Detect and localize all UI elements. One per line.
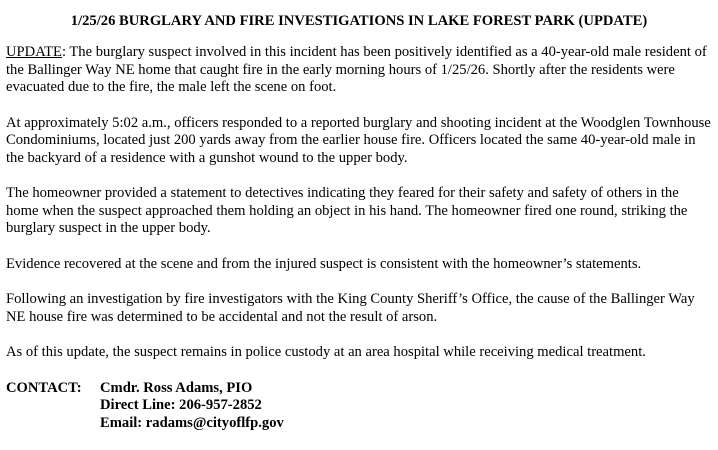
document-title: 1/25/26 BURGLARY AND FIRE INVESTIGATIONS IN LAKE FOREST PARK (UPDATE)	[70, 13, 648, 29]
paragraph-update-text: : The burglary suspect involved in this incident has been positively identified as a 40-year-old male resident of the Ballinger Way NE home that caught fire in the early morning hours of 1/25/26. Shortly after the residents were evacuated due to the fire, the male left the scene on foot.	[6, 44, 707, 95]
paragraph-evidence: Evidence recovered at the scene and from the injured suspect is consistent with the homeowner’s statements.	[6, 255, 642, 272]
contact-details	[100, 380, 284, 433]
contact-phone: Direct Line: 206-957-2852	[100, 397, 262, 413]
contact-name: Cmdr. Ross Adams, PIO	[100, 379, 253, 396]
paragraph-incident: At approximately 5:02 a.m., officers responded to a reported burglary and shooting incident at the Woodglen Townhouse Condominiums, located just 200 yards away from the earlier house fire. Officers located the same 40-year-old male in the backyard of a residence with a gunshot wound to the upper body.	[6, 114, 711, 166]
update-label: UPDATE	[6, 44, 62, 60]
contact-block	[6, 380, 712, 433]
paragraph-homeowner-statement: The homeowner provided a statement to detectives indicating they feared for their safety and safety of others in the home when the suspect approached them holding an object in his hand. The homeowner fired one round, striking the burglary suspect in the upper body.	[6, 185, 688, 236]
paragraph-fire-cause: Following an investigation by fire investigators with the King County Sheriff’s Office, the cause of the Ballinger Way NE house fire was determined to be accidental and not the result of arson.	[6, 291, 695, 325]
paragraph-custody-status: As of this update, the suspect remains in police custody at an area hospital while receiving medical treatment.	[6, 344, 646, 360]
contact-email: Email: radams@cityoflfp.gov	[100, 414, 284, 431]
paragraph-update	[6, 44, 712, 97]
contact-label: CONTACT:	[6, 379, 82, 396]
